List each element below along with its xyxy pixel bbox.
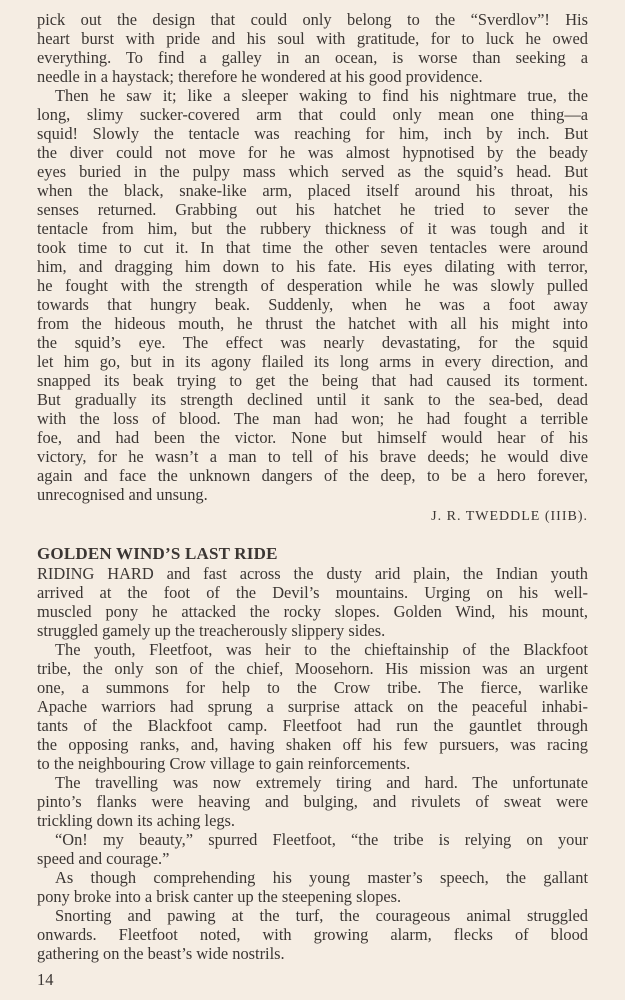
text-line: took time to cut it. In that time the other seven tentacles were around <box>37 238 588 257</box>
text-line: The travelling was now extremely tiring and hard. The unfortunate <box>55 773 588 792</box>
text-line: pony broke into a brisk canter up the steepening slopes. <box>37 887 402 906</box>
text-line: unrecognised and unsung. <box>37 485 208 504</box>
story-squid-text <box>37 10 588 504</box>
text-line: Snorting and pawing at the turf, the courageous animal struggled <box>55 906 588 925</box>
text-line: from the hideous mouth, he thrust the hatchet with all his might into <box>37 314 588 333</box>
text-line: gathering on the beast’s wide nostrils. <box>37 944 285 963</box>
text-line: the opposing ranks, and, having shaken off his few pursuers, was racing <box>37 735 588 754</box>
text-line: when the black, snake-like arm, placed itself around his throat, his <box>37 181 588 200</box>
text-line: tentacle from him, but the rubbery thickness of it was tough and it <box>37 219 588 238</box>
text-line: Apache warriors had sprung a surprise attack on the peaceful inhabi- <box>37 697 588 716</box>
text-line: him, and dragging him down to his fate. His eyes dilating with terror, <box>37 257 588 276</box>
text-line: the squid’s eye. The effect was nearly devastating, for the squid <box>37 333 588 352</box>
text-line: long, slimy sucker-covered arm that could only mean one thing—a <box>37 105 588 124</box>
text-line: everything. To find a galley in an ocean, is worse than seeking a <box>37 48 588 67</box>
text-line <box>37 564 588 583</box>
text-line: “On! my beauty,” spurred Fleetfoot, “the tribe is relying on your <box>55 830 588 849</box>
text-line: heart burst with pride and his soul with gratitude, for to luck he owed <box>37 29 588 48</box>
text-line: squid! Slowly the tentacle was reaching for him, inch by inch. But <box>37 124 588 143</box>
author-attribution: J. R. TWEDDLE (IIIB). <box>431 509 588 524</box>
text-line: Then he saw it; like a sleeper waking to find his nightmare true, the <box>55 86 588 105</box>
text-line: one, a summons for help to the Crow tribe. The fierce, warlike <box>37 678 588 697</box>
text-line: snapped its beak trying to get the being that had caused its torment. <box>37 371 588 390</box>
text-line: with the loss of blood. The man had won; he had fought a terrible <box>37 409 588 428</box>
text-line: muscled pony he attacked the rocky slopes. Golden Wind, his mount, <box>37 602 588 621</box>
text-line: victory, for he wasn’t a man to tell of his brave deeds; he would dive <box>37 447 588 466</box>
text-line: The youth, Fleetfoot, was heir to the chieftainship of the Blackfoot <box>55 640 588 659</box>
text-line: towards that hungry beak. Suddenly, when he was a foot away <box>37 295 588 314</box>
text-line: speed and courage.” <box>37 849 170 868</box>
line-text: and fast across the dusty arid plain, the Indian youth <box>153 564 588 583</box>
text-line: again and face the unknown dangers of the deep, to be a hero forever, <box>37 466 588 485</box>
text-line: senses returned. Grabbing out his hatchet he tried to sever the <box>37 200 588 219</box>
text-line: to the neighbouring Crow village to gain reinforcements. <box>37 754 411 773</box>
text-line: foe, and had been the victor. None but himself would hear of his <box>37 428 588 447</box>
text-line: tants of the Blackfoot camp. Fleetfoot had run the gauntlet through <box>37 716 588 735</box>
text-line: arrived at the foot of the Devil’s mountains. Urging on his well- <box>37 583 588 602</box>
text-line: trickling down its aching legs. <box>37 811 236 830</box>
text-line: he fought with the strength of desperation while he was slowly pulled <box>37 276 588 295</box>
page-number: 14 <box>37 970 54 989</box>
opening-small-caps: RIDING HARD <box>37 564 154 583</box>
text-line: pinto’s flanks were heaving and bulging, and rivulets of sweat were <box>37 792 588 811</box>
text-line: pick out the design that could only belong to the “Sverdlov”! His <box>37 10 588 29</box>
story-golden-wind-text <box>37 564 588 963</box>
text-line: needle in a haystack; therefore he wondered at his good providence. <box>37 67 483 86</box>
text-line: eyes buried in the pulpy mass which served as the squid’s head. But <box>37 162 588 181</box>
text-line: the diver could not move for he was almost hypnotised by the beady <box>37 143 588 162</box>
text-line: struggled gamely up the treacherously slippery sides. <box>37 621 386 640</box>
text-line: But gradually its strength declined until it sank to the sea-bed, dead <box>37 390 588 409</box>
story-title: GOLDEN WIND’S LAST RIDE <box>37 544 278 563</box>
text-line: tribe, the only son of the chief, Moosehorn. His mission was an urgent <box>37 659 588 678</box>
text-line: As though comprehending his young master’s speech, the gallant <box>55 868 588 887</box>
text-line: onwards. Fleetfoot noted, with growing alarm, flecks of blood <box>37 925 588 944</box>
text-line: let him go, but in its agony flailed its long arms in every direction, and <box>37 352 588 371</box>
